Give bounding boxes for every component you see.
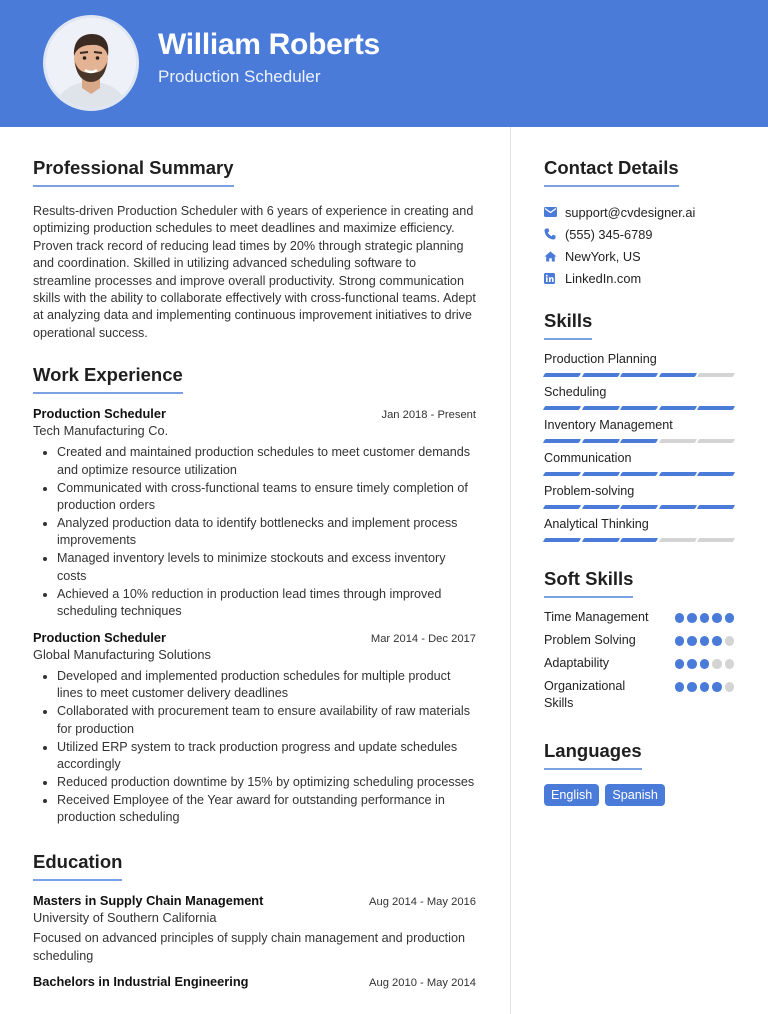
column-divider [510, 127, 511, 1014]
soft-skill-name: Time Management [544, 610, 649, 624]
skill-level-segment [581, 538, 619, 542]
skill-level-segment [697, 472, 735, 476]
skills-heading: Skills [544, 310, 592, 340]
skill-level-segment [658, 472, 696, 476]
job-bullet: • Collaborated with procurement team to ensure availability of raw materials for production [57, 703, 476, 738]
main-column [33, 157, 476, 989]
rating-dot [700, 682, 710, 692]
resume-header [0, 0, 768, 127]
skill-level-segment [658, 406, 696, 410]
skill-level-segment [543, 406, 581, 410]
skill-level-segment [620, 538, 658, 542]
contact-phone[interactable] [544, 223, 734, 245]
skill-name: Analytical Thinking [544, 517, 649, 531]
skill-name: Scheduling [544, 385, 607, 399]
soft-skill-rating [675, 659, 735, 669]
skill-item [544, 516, 734, 542]
languages-list [544, 784, 734, 806]
skill-level-bar [544, 538, 734, 542]
soft-skill-name: Organizational Skills [544, 679, 626, 710]
skill-item [544, 483, 734, 509]
skill-level-segment [581, 373, 619, 377]
rating-dot [712, 613, 722, 623]
education-entry [33, 974, 476, 989]
education-date: Aug 2010 - May 2014 [369, 977, 476, 990]
soft-skill-rating [675, 613, 735, 623]
rating-dot [712, 636, 722, 646]
rating-dot [700, 613, 710, 623]
contact-email[interactable] [544, 201, 734, 223]
skill-level-segment [658, 538, 696, 542]
rating-dot [687, 636, 697, 646]
job-bullet: • Analyzed production data to identify bottlenecks and implement process improvements [57, 515, 476, 550]
skill-item [544, 384, 734, 410]
candidate-title: Production Scheduler [158, 67, 321, 86]
skill-level-segment [620, 472, 658, 476]
skill-level-segment [543, 472, 581, 476]
job-date: Jan 2018 - Present [381, 409, 476, 422]
skill-level-bar [544, 505, 734, 509]
experience-heading: Work Experience [33, 364, 183, 394]
linkedin-icon [544, 273, 565, 284]
home-icon [544, 251, 565, 262]
job-bullet: • Developed and implemented production schedules for multiple product lines to meet customer delivery deadlines [57, 668, 476, 703]
contact-location [544, 245, 734, 267]
skill-level-bar [544, 373, 734, 377]
rating-dot [700, 659, 710, 669]
phone-icon [544, 228, 565, 240]
linkedin-text: LinkedIn.com [565, 270, 642, 286]
skill-level-segment [620, 406, 658, 410]
skill-level-segment [543, 439, 581, 443]
rating-dot [725, 613, 735, 623]
skill-level-segment [543, 538, 581, 542]
skill-level-segment [697, 538, 735, 542]
job-entry [33, 406, 476, 620]
education-description: Focused on advanced principles of supply chain management and production scheduling [33, 931, 465, 963]
skill-level-segment [581, 439, 619, 443]
skill-name: Communication [544, 451, 632, 465]
rating-dot [725, 659, 735, 669]
job-title: Production Scheduler [33, 629, 166, 645]
soft-skill-rating [675, 636, 735, 646]
languages-heading: Languages [544, 740, 642, 770]
skill-name: Problem-solving [544, 484, 635, 498]
rating-dot [687, 613, 697, 623]
job-bullet: • Reduced production downtime by 15% by optimizing scheduling processes [57, 774, 476, 791]
skill-name: Production Planning [544, 352, 657, 366]
job-title: Production Scheduler [33, 406, 166, 422]
envelope-icon [544, 207, 565, 217]
profile-photo [43, 15, 139, 111]
job-bullets [33, 668, 476, 827]
rating-dot [700, 636, 710, 646]
education-heading: Education [33, 851, 122, 881]
summary-text: Results-driven Production Scheduler with 6 years of experience in creating and optimizing production schedules to meet deadlines and maximize efficiency. Proven track record of reducing lead times by 20% through strategic planning and coordination. Skilled in utilizing advanced scheduling software to streamline processes and improve overall productivity. Strong communication skills with the ability to collaborate effectively with cross-functional teams. Adept at analyzing data and implementing continuous improvement initiatives to drive operational success. [33, 204, 476, 340]
soft-skill-item [544, 678, 734, 712]
location-text: NewYork, US [565, 248, 641, 264]
side-column [544, 157, 734, 806]
rating-dot [675, 682, 685, 692]
soft-skill-name: Problem Solving [544, 633, 636, 647]
skill-level-segment [658, 505, 696, 509]
skill-level-segment [697, 373, 735, 377]
rating-dot [725, 682, 735, 692]
job-bullet: • Achieved a 10% reduction in production lead times through improved scheduling techniques [57, 586, 476, 621]
job-bullets [33, 444, 476, 620]
skill-level-segment [543, 505, 581, 509]
contact-linkedin[interactable] [544, 267, 734, 289]
job-bullet: • Communicated with cross-functional teams to ensure timely completion of production orders [57, 480, 476, 515]
skill-item [544, 450, 734, 476]
skill-level-segment [697, 439, 735, 443]
skill-level-segment [581, 472, 619, 476]
rating-dot [675, 659, 685, 669]
phone-text: (555) 345-6789 [565, 226, 653, 242]
skill-level-segment [620, 373, 658, 377]
skill-level-segment [620, 505, 658, 509]
rating-dot [675, 613, 685, 623]
school-name: University of Southern California [33, 910, 217, 926]
skill-level-bar [544, 406, 734, 410]
skill-item [544, 351, 734, 377]
job-date: Mar 2014 - Dec 2017 [370, 632, 476, 645]
rating-dot [675, 636, 685, 646]
rating-dot [725, 636, 735, 646]
soft-skill-name: Adaptability [544, 656, 610, 670]
person-portrait-icon [46, 18, 136, 108]
soft-skill-item [544, 609, 734, 626]
skills-list [544, 351, 734, 542]
skill-level-segment [581, 505, 619, 509]
soft-skill-item [544, 655, 734, 672]
rating-dot [687, 682, 697, 692]
job-company: Global Manufacturing Solutions [33, 646, 211, 662]
language-badge: English [544, 784, 599, 806]
summary-heading: Professional Summary [33, 157, 234, 187]
soft-skill-rating [675, 682, 735, 692]
skill-level-segment [620, 439, 658, 443]
rating-dot [712, 659, 722, 669]
language-badge: Spanish [605, 784, 665, 806]
degree-title: Masters in Supply Chain Management [33, 893, 264, 909]
education-entry [33, 893, 476, 965]
rating-dot [712, 682, 722, 692]
skill-level-segment [581, 406, 619, 410]
rating-dot [687, 659, 697, 669]
education-date: Aug 2014 - May 2016 [369, 896, 476, 909]
job-bullet: • Managed inventory levels to minimize stockouts and excess inventory costs [57, 550, 476, 585]
job-bullet: • Created and maintained production schedules to meet customer demands and optimize resource utilization [57, 444, 476, 479]
job-bullet: • Received Employee of the Year award for outstanding performance in production scheduling [57, 792, 476, 827]
soft-skill-item [544, 632, 734, 649]
job-bullet: • Utilized ERP system to track production progress and update schedules accordingly [57, 739, 476, 774]
skill-level-segment [658, 439, 696, 443]
skill-level-bar [544, 472, 734, 476]
job-company: Tech Manufacturing Co. [33, 423, 169, 439]
skill-level-segment [543, 373, 581, 377]
contact-list [544, 201, 734, 289]
skill-item [544, 417, 734, 443]
skill-level-segment [658, 373, 696, 377]
skill-level-segment [697, 505, 735, 509]
soft-skills-list [544, 609, 734, 712]
skill-name: Inventory Management [544, 418, 673, 432]
degree-title: Bachelors in Industrial Engineering [33, 974, 249, 990]
soft-skills-heading: Soft Skills [544, 568, 633, 598]
contact-heading: Contact Details [544, 157, 679, 187]
skill-level-bar [544, 439, 734, 443]
candidate-name: William Roberts [158, 28, 380, 61]
job-entry [33, 630, 476, 827]
email-text: support@cvdesigner.ai [565, 204, 696, 220]
skill-level-segment [697, 406, 735, 410]
